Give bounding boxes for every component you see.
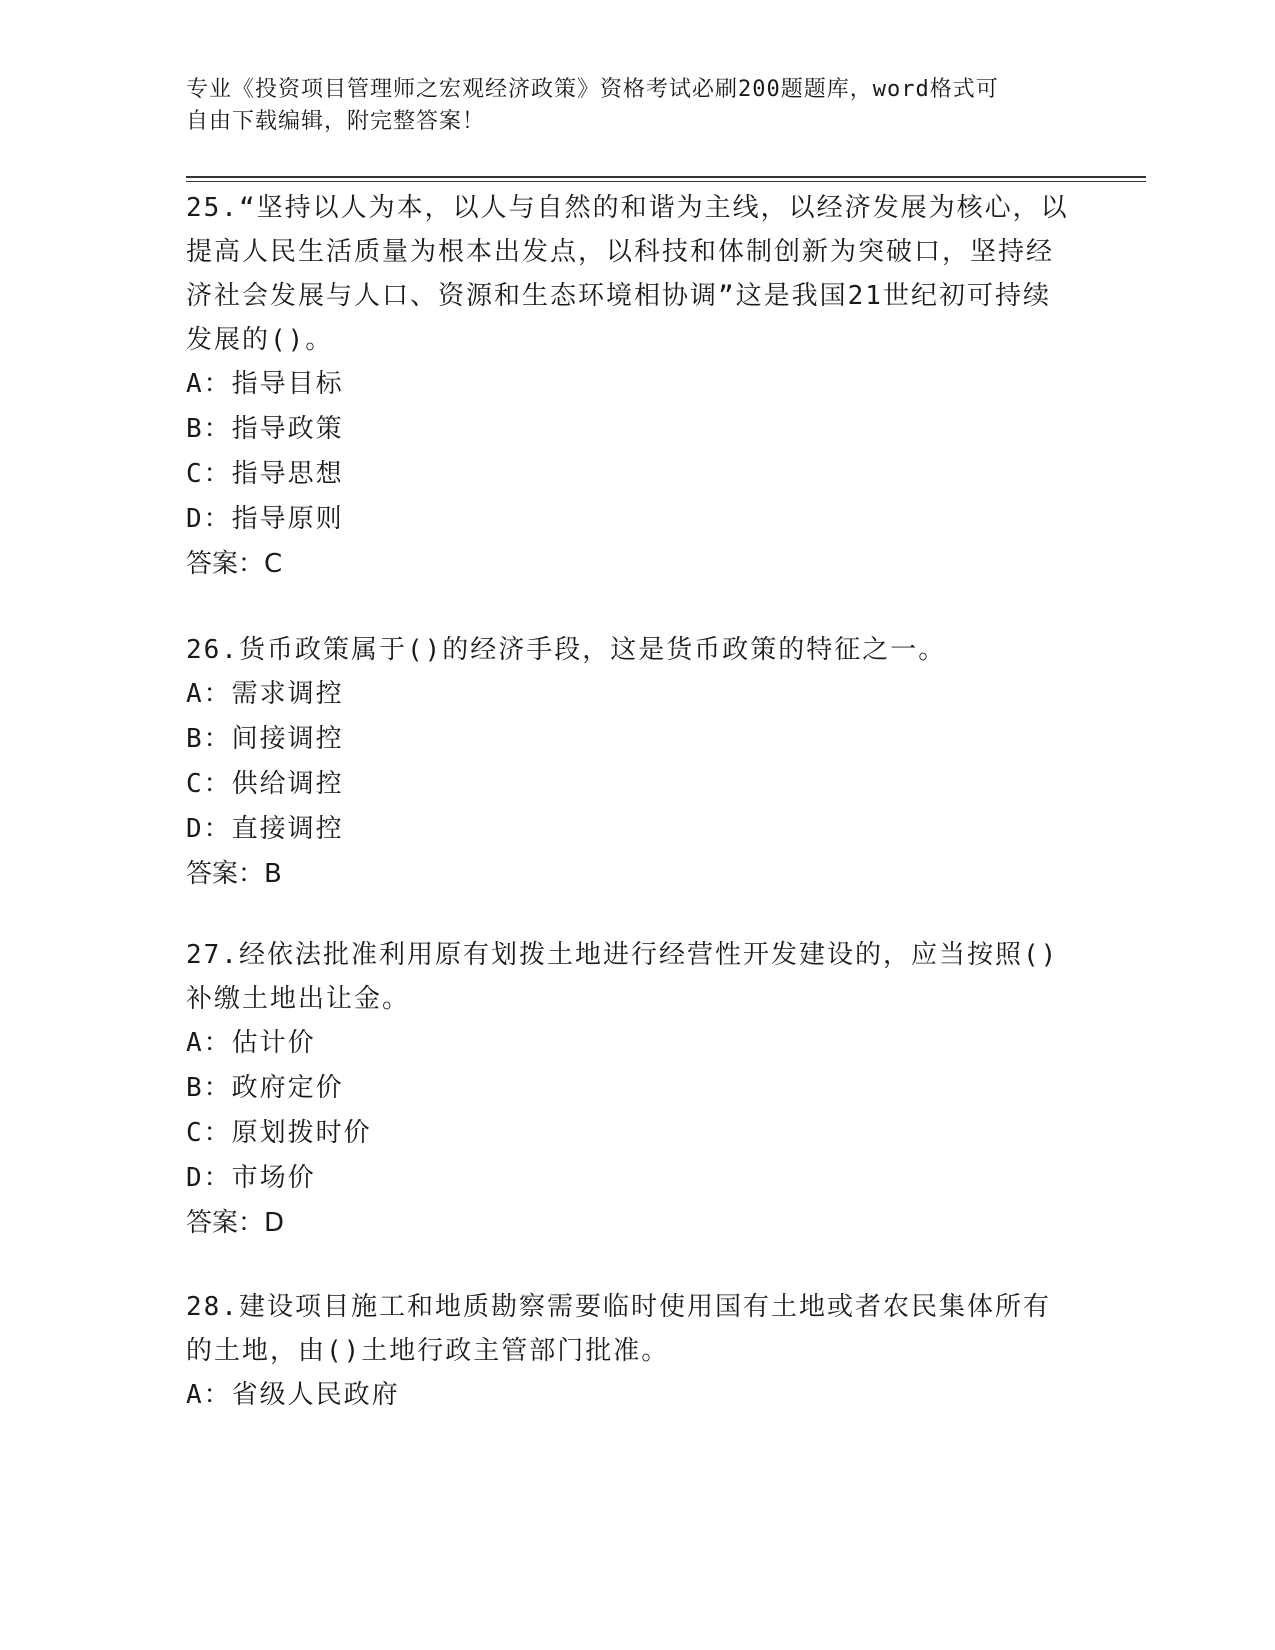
option-a: A：需求调控 (186, 679, 344, 709)
option-b: B：间接调控 (186, 724, 344, 754)
question-25 (186, 186, 1076, 587)
option-c: C：原划拨时价 (186, 1118, 372, 1148)
header-divider-thin (186, 181, 1146, 182)
answer: 答案：C (186, 549, 283, 579)
option-b: B：指导政策 (186, 414, 344, 444)
answer: 答案：B (186, 859, 282, 889)
option-d: D：市场价 (186, 1163, 316, 1193)
question-stem: 28.建设项目施工和地质勘察需要临时使用国有土地或者农民集体所有的土地，由()土地行政主管部门批准。 (186, 1292, 1051, 1366)
option-a: A：估计价 (186, 1028, 316, 1058)
option-d: D：指导原则 (186, 504, 344, 534)
answer: 答案：D (186, 1208, 285, 1238)
question-stem: 27.经依法批准利用原有划拨土地进行经营性开发建设的，应当按照()补缴土地出让金。 (186, 940, 1059, 1014)
option-a: A：省级人民政府 (186, 1380, 400, 1410)
option-c: C：供给调控 (186, 769, 344, 799)
header-divider-thick (186, 176, 1146, 178)
question-27 (186, 933, 1076, 1246)
option-d: D：直接调控 (186, 814, 344, 844)
question-stem: 25.“坚持以人为本，以人与自然的和谐为主线，以经济发展为核心，以提高人民生活质量为根本出发点，以科技和体制创新为突破口，坚持经济社会发展与人口、资源和生态环境相协调”这是我国21世纪初可持续发展的()。 (186, 193, 1069, 355)
question-stem: 26.货币政策属于()的经济手段，这是货币政策的特征之一。 (186, 635, 947, 665)
document-header: 专业《投资项目管理师之宏观经济政策》资格考试必刷200题题库，word格式可 自由下载编辑，附完整答案！ (186, 77, 999, 134)
option-b: B：政府定价 (186, 1073, 344, 1103)
question-28 (186, 1285, 1076, 1418)
option-c: C：指导思想 (186, 459, 344, 489)
option-a: A：指导目标 (186, 369, 344, 399)
question-26 (186, 628, 1076, 897)
